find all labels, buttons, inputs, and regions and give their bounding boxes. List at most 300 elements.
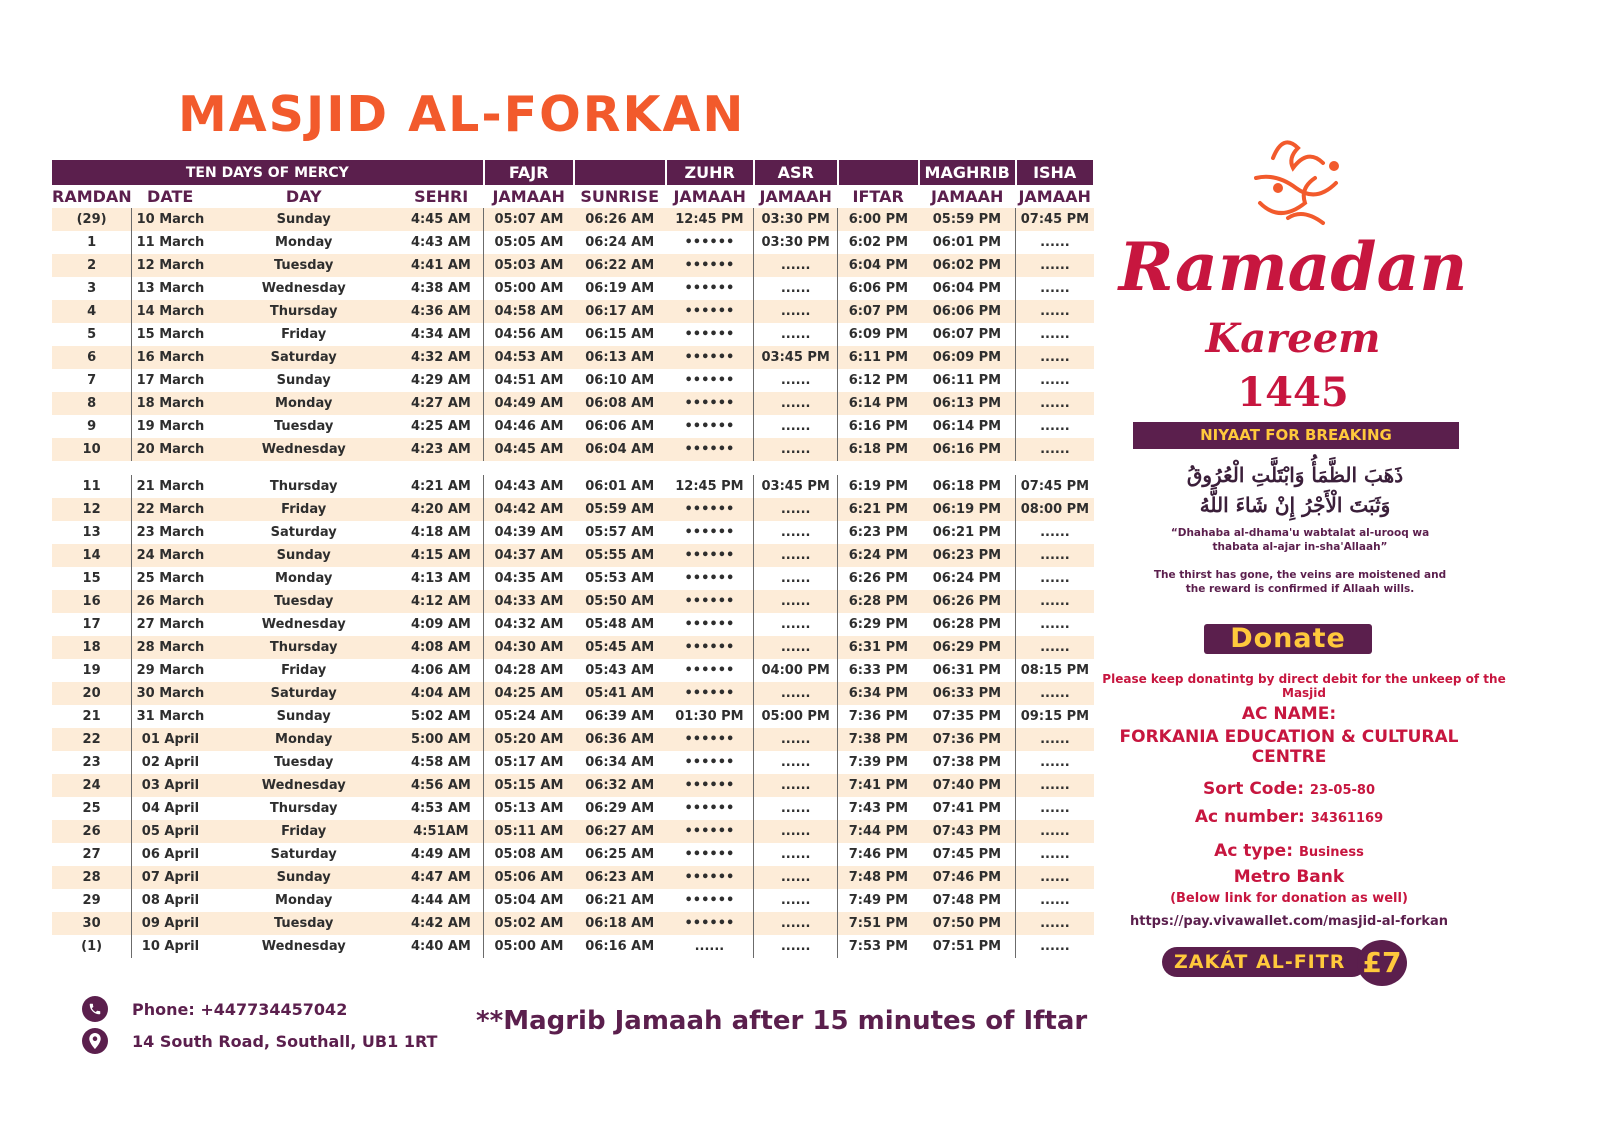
cell-zuhr-jamaah: •••••• — [666, 590, 754, 613]
cell-isha-jamaah: ...... — [1016, 613, 1094, 636]
cell-asr-jamaah: 05:00 PM — [754, 705, 838, 728]
cell-asr-jamaah: ...... — [754, 590, 838, 613]
cell-asr-jamaah: ...... — [754, 820, 838, 843]
phone-number[interactable]: Phone: +447734457042 — [132, 999, 348, 1019]
cell-sehri: 4:42 AM — [399, 912, 484, 935]
cell-day: Monday — [275, 893, 333, 908]
cell-iftar: 7:49 PM — [838, 889, 919, 912]
group-header — [838, 160, 919, 185]
cell-ramdan: 6 — [52, 346, 132, 369]
table-row — [52, 277, 1094, 300]
cell-date: 07 April — [132, 866, 209, 889]
cell-iftar: 6:00 PM — [838, 208, 919, 231]
column-header-isha-jamaah: JAMAAH — [1016, 185, 1094, 208]
cell-ramdan: 24 — [52, 774, 132, 797]
cell-asr-jamaah: ...... — [754, 636, 838, 659]
cell-isha-jamaah: ...... — [1016, 415, 1094, 438]
cell-sunrise: 05:43 AM — [585, 663, 655, 678]
cell-fajr-jamaah: 05:17 AM — [484, 751, 574, 774]
cell-day: Sunday — [209, 208, 399, 231]
cell-date: 08 April — [132, 889, 209, 912]
timetable-body — [52, 208, 1094, 958]
ramadan-kareem-logo — [1118, 118, 1468, 418]
cell-fajr-jamaah: 05:13 AM — [484, 797, 574, 820]
cell-ramdan: 1 — [87, 235, 97, 250]
column-header-date: DATE — [132, 185, 209, 208]
cell-iftar: 6:26 PM — [838, 567, 919, 590]
cell-zuhr-jamaah: •••••• — [666, 636, 754, 659]
cell-asr-jamaah: ...... — [754, 866, 838, 889]
cell-date: 10 April — [132, 935, 209, 958]
cell-maghrib-jamaah: 06:33 PM — [919, 682, 1016, 705]
cell-sehri: 4:36 AM — [399, 300, 484, 323]
cell-asr-jamaah: 03:45 PM — [754, 475, 838, 498]
cell-maghrib-jamaah: 05:59 PM — [919, 208, 1016, 231]
cell-maghrib-jamaah: 07:51 PM — [932, 939, 1002, 954]
cell-ramdan: 28 — [52, 866, 132, 889]
cell-asr-jamaah: ...... — [754, 521, 838, 544]
cell-fajr-jamaah: 05:20 AM — [484, 728, 574, 751]
cell-iftar: 7:53 PM — [838, 935, 919, 958]
group-header-row — [52, 160, 1094, 185]
cell-iftar: 6:31 PM — [838, 636, 919, 659]
cell-sunrise: 06:10 AM — [585, 373, 655, 388]
cell-iftar: 6:16 PM — [838, 415, 919, 438]
cell-sehri: 4:45 AM — [399, 208, 484, 231]
cell-zuhr-jamaah: •••••• — [666, 254, 754, 277]
cell-day: Friday — [209, 498, 399, 521]
cell-sunrise: 06:23 AM — [574, 866, 666, 889]
cell-isha-jamaah: 07:45 PM — [1016, 475, 1094, 498]
table-row — [52, 866, 1094, 889]
cell-sehri: 4:21 AM — [411, 479, 471, 494]
cell-sehri: 4:13 AM — [411, 571, 471, 586]
location-pin-icon — [82, 1028, 108, 1054]
cell-isha-jamaah: ...... — [1016, 797, 1094, 820]
cell-day: Thursday — [209, 300, 399, 323]
dua-arabic-line: ذَهَبَ الظَّمَأُ وَابْتَلَّتِ الْعُرُوقُ — [1186, 463, 1404, 487]
cell-ramdan: 23 — [82, 755, 101, 770]
table-row — [52, 912, 1094, 935]
cell-date: 05 April — [132, 820, 209, 843]
group-header: TEN DAYS OF MERCY — [52, 160, 484, 185]
cell-maghrib-jamaah: 06:16 PM — [919, 438, 1016, 461]
cell-asr-jamaah: ...... — [754, 392, 838, 415]
cell-iftar: 6:29 PM — [838, 613, 919, 636]
cell-sunrise: 06:01 AM — [585, 479, 655, 494]
cell-zuhr-jamaah: •••••• — [684, 419, 735, 434]
cell-maghrib-jamaah: 06:11 PM — [932, 373, 1002, 388]
cell-sunrise: 06:26 AM — [574, 208, 666, 231]
cell-maghrib-jamaah: 06:04 PM — [932, 281, 1002, 296]
cell-ramdan: 20 — [52, 682, 132, 705]
cell-sehri: 4:04 AM — [399, 682, 484, 705]
cell-iftar: 6:06 PM — [838, 277, 919, 300]
cell-day: Tuesday — [209, 254, 399, 277]
cell-iftar: 6:12 PM — [838, 369, 919, 392]
sort-code-label: Sort Code: — [1202, 779, 1304, 799]
cell-sunrise: 06:22 AM — [574, 254, 666, 277]
cell-ramdan: 5 — [87, 327, 97, 342]
cell-ramdan: 13 — [82, 525, 101, 540]
cell-isha-jamaah: ...... — [1016, 774, 1094, 797]
sort-code-row — [1084, 779, 1494, 799]
cell-fajr-jamaah: 04:53 AM — [484, 346, 574, 369]
table-row — [52, 659, 1094, 682]
cell-asr-jamaah: 04:00 PM — [754, 659, 838, 682]
cell-iftar: 7:39 PM — [838, 751, 919, 774]
cell-zuhr-jamaah: •••••• — [666, 346, 754, 369]
donate-button[interactable]: Donate — [1204, 624, 1372, 654]
phone-row — [82, 993, 437, 1025]
cell-maghrib-jamaah: 07:35 PM — [932, 709, 1002, 724]
table-row — [52, 438, 1094, 461]
cell-day: Tuesday — [209, 590, 399, 613]
cell-asr-jamaah: ...... — [754, 751, 838, 774]
cell-asr-jamaah: ...... — [754, 912, 838, 935]
cell-iftar: 6:09 PM — [838, 323, 919, 346]
cell-ramdan: 17 — [82, 617, 101, 632]
cell-fajr-jamaah: 05:04 AM — [484, 889, 574, 912]
cell-sehri: 4:40 AM — [411, 939, 471, 954]
cell-fajr-jamaah: 05:11 AM — [484, 820, 574, 843]
cell-ramdan: 11 — [82, 479, 101, 494]
cell-fajr-jamaah: 05:00 AM — [484, 935, 574, 958]
cell-sehri: 4:27 AM — [399, 392, 484, 415]
cell-iftar: 7:41 PM — [838, 774, 919, 797]
cell-maghrib-jamaah: 06:01 PM — [932, 235, 1002, 250]
bank-name: Metro Bank — [1233, 867, 1345, 887]
cell-isha-jamaah: ...... — [1016, 751, 1094, 774]
cell-isha-jamaah: 08:00 PM — [1016, 498, 1094, 521]
cell-sunrise: 06:04 AM — [574, 438, 666, 461]
cell-maghrib-jamaah: 07:46 PM — [919, 866, 1016, 889]
cell-ramdan: (29) — [52, 208, 132, 231]
cell-iftar: 6:23 PM — [838, 521, 919, 544]
cell-fajr-jamaah: 05:03 AM — [484, 254, 574, 277]
column-header-sehri: SEHRI — [399, 185, 484, 208]
cell-sehri: 4:41 AM — [399, 254, 484, 277]
donation-note: Please keep donatintg by direct debit for the unkeep of the Masjid — [1102, 672, 1506, 700]
ac-type-label: Ac type: — [1214, 841, 1294, 861]
cell-day: Monday — [209, 728, 399, 751]
cell-fajr-jamaah: 04:58 AM — [484, 300, 574, 323]
page-title: MASJID AL-FORKAN — [178, 86, 746, 143]
cell-date: 10 March — [132, 208, 209, 231]
cell-maghrib-jamaah: 06:24 PM — [932, 571, 1002, 586]
table-row — [52, 751, 1094, 774]
cell-zuhr-jamaah: •••••• — [684, 755, 735, 770]
ramadan-word: Ramadan — [1118, 228, 1468, 306]
address-row — [82, 1025, 437, 1057]
cell-isha-jamaah: ...... — [1016, 300, 1094, 323]
cell-iftar: 6:34 PM — [838, 682, 919, 705]
spacer-cell — [399, 461, 484, 475]
cell-zuhr-jamaah: •••••• — [684, 235, 735, 250]
cell-zuhr-jamaah: •••••• — [684, 893, 735, 908]
cell-sehri: 4:44 AM — [411, 893, 471, 908]
table-row — [52, 774, 1094, 797]
cell-date: 13 March — [132, 277, 209, 300]
table-row — [52, 590, 1094, 613]
cell-sehri: 4:29 AM — [411, 373, 471, 388]
ac-number: 34361169 — [1310, 811, 1384, 826]
spacer-cell — [1016, 461, 1094, 475]
zakat-label: ZAKÁT AL-FITR — [1162, 947, 1367, 977]
cell-sunrise: 06:24 AM — [585, 235, 655, 250]
cell-sunrise: 06:39 AM — [585, 709, 655, 724]
cell-date: 04 April — [132, 797, 209, 820]
cell-iftar: 6:18 PM — [838, 438, 919, 461]
cell-isha-jamaah: ...... — [1016, 567, 1094, 590]
cell-asr-jamaah: ...... — [754, 498, 838, 521]
cell-date: 21 March — [132, 475, 209, 498]
cell-date: 19 March — [132, 415, 209, 438]
maghrib-note: **Magrib Jamaah after 15 minutes of Iftar — [476, 1006, 1088, 1036]
table-row — [52, 475, 1094, 498]
cell-asr-jamaah: ...... — [754, 438, 838, 461]
cell-fajr-jamaah: 04:51 AM — [484, 369, 574, 392]
cell-maghrib-jamaah: 06:19 PM — [919, 498, 1016, 521]
cell-maghrib-jamaah: 07:43 PM — [919, 820, 1016, 843]
group-header: FAJR — [484, 160, 574, 185]
table-row — [52, 889, 1094, 912]
cell-maghrib-jamaah: 06:26 PM — [919, 590, 1016, 613]
cell-date: 15 March — [132, 323, 209, 346]
cell-date: 02 April — [132, 751, 209, 774]
cell-sunrise: 06:27 AM — [574, 820, 666, 843]
cell-zuhr-jamaah: •••••• — [666, 498, 754, 521]
cell-sehri: 4:56 AM — [399, 774, 484, 797]
table-row — [52, 231, 1094, 254]
cell-asr-jamaah: ...... — [754, 544, 838, 567]
cell-day: Thursday — [269, 801, 338, 816]
cell-iftar: 6:28 PM — [838, 590, 919, 613]
cell-zuhr-jamaah: •••••• — [684, 327, 735, 342]
cell-iftar: 6:33 PM — [838, 659, 919, 682]
cell-zuhr-jamaah: •••••• — [666, 300, 754, 323]
cell-sunrise: 06:32 AM — [574, 774, 666, 797]
cell-sunrise: 06:15 AM — [585, 327, 655, 342]
column-header-maghrib-jamaah: JAMAAH — [919, 185, 1016, 208]
contact-info — [82, 993, 437, 1057]
cell-asr-jamaah: ...... — [754, 323, 838, 346]
cell-asr-jamaah: ...... — [754, 889, 838, 912]
cell-zuhr-jamaah: •••••• — [666, 912, 754, 935]
cell-date: 18 March — [132, 392, 209, 415]
cell-sunrise: 06:19 AM — [585, 281, 655, 296]
cell-isha-jamaah: ...... — [1016, 912, 1094, 935]
cell-sehri: 4:12 AM — [399, 590, 484, 613]
cell-iftar: 7:48 PM — [838, 866, 919, 889]
spacer-cell — [838, 461, 919, 475]
cell-iftar: 7:51 PM — [838, 912, 919, 935]
cell-zuhr-jamaah: •••••• — [666, 774, 754, 797]
cell-fajr-jamaah: 05:24 AM — [484, 705, 574, 728]
cell-maghrib-jamaah: 07:45 PM — [932, 847, 1002, 862]
zakat-amount: £7 — [1357, 940, 1407, 986]
table-row — [52, 254, 1094, 277]
cell-day: Friday — [209, 820, 399, 843]
cell-asr-jamaah: ...... — [754, 935, 838, 958]
dua-transliteration: “Dhahaba al-dhama'u wabtalat al-urooq wa thabata al-ajar in-sha'Allaah” — [1170, 527, 1430, 553]
cell-asr-jamaah: ...... — [754, 369, 838, 392]
cell-ramdan: (1) — [81, 939, 103, 954]
ac-type: Business — [1298, 845, 1364, 860]
cell-sehri: 4:43 AM — [411, 235, 471, 250]
cell-ramdan: 8 — [52, 392, 132, 415]
cell-date: 28 March — [132, 636, 209, 659]
cell-isha-jamaah: ...... — [1016, 369, 1094, 392]
cell-sunrise: 06:21 AM — [585, 893, 655, 908]
cell-date: 06 April — [132, 843, 209, 866]
cell-zuhr-jamaah: 12:45 PM — [666, 208, 754, 231]
cell-sehri: 4:38 AM — [411, 281, 471, 296]
cell-sehri: 4:18 AM — [411, 525, 471, 540]
dua-translation: The thirst has gone, the veins are moistened and the reward is confirmed if Allaah wills. — [1153, 569, 1447, 595]
bank-details — [1084, 704, 1494, 929]
cell-maghrib-jamaah: 06:21 PM — [932, 525, 1002, 540]
cell-maghrib-jamaah: 07:38 PM — [932, 755, 1002, 770]
cell-asr-jamaah: ...... — [754, 774, 838, 797]
cell-maghrib-jamaah: 06:18 PM — [932, 479, 1002, 494]
cell-ramdan: 12 — [52, 498, 132, 521]
cell-isha-jamaah: 09:15 PM — [1016, 705, 1094, 728]
cell-date: 25 March — [132, 567, 209, 590]
cell-date: 12 March — [132, 254, 209, 277]
cell-sehri: 4:32 AM — [399, 346, 484, 369]
cell-fajr-jamaah: 04:25 AM — [484, 682, 574, 705]
group-header — [574, 160, 666, 185]
cell-sehri: 4:49 AM — [411, 847, 471, 862]
cell-fajr-jamaah: 04:35 AM — [484, 567, 574, 590]
cell-isha-jamaah: ...... — [1016, 728, 1094, 751]
cell-sunrise: 05:59 AM — [574, 498, 666, 521]
cell-isha-jamaah: ...... — [1016, 590, 1094, 613]
cell-ramdan: 22 — [52, 728, 132, 751]
cell-iftar: 6:24 PM — [838, 544, 919, 567]
cell-date: 20 March — [132, 438, 209, 461]
donation-link[interactable]: https://pay.vivawallet.com/masjid-al-forkan — [1129, 914, 1449, 929]
cell-iftar: 7:36 PM — [838, 705, 919, 728]
cell-isha-jamaah: ...... — [1016, 438, 1094, 461]
column-header-ramdan: RAMDAN — [52, 187, 132, 206]
cell-ramdan: 30 — [52, 912, 132, 935]
cell-day: Saturday — [209, 682, 399, 705]
cell-day: Monday — [275, 571, 333, 586]
cell-sunrise: 06:29 AM — [585, 801, 655, 816]
cell-ramdan: 26 — [52, 820, 132, 843]
spacer-cell — [484, 461, 574, 475]
cell-fajr-jamaah: 04:33 AM — [484, 590, 574, 613]
cell-zuhr-jamaah: •••••• — [666, 866, 754, 889]
hijri-year: 1445 — [1237, 369, 1349, 416]
table-row — [52, 300, 1094, 323]
cell-maghrib-jamaah: 06:07 PM — [932, 327, 1002, 342]
dua-arabic-line: وَثَبَتَ الْأَجْرُ إِنْ شَاءَ اللَّهُ — [1199, 493, 1391, 517]
cell-date: 09 April — [132, 912, 209, 935]
address: 14 South Road, Southall, UB1 1RT — [132, 1031, 438, 1051]
cell-day: Wednesday — [261, 617, 346, 632]
cell-fajr-jamaah: 05:00 AM — [484, 277, 574, 300]
column-header-iftar: IFTAR — [838, 185, 919, 208]
cell-sunrise: 06:18 AM — [574, 912, 666, 935]
cell-ramdan: 4 — [52, 300, 132, 323]
cell-sehri: 4:06 AM — [411, 663, 471, 678]
cell-sunrise: 06:08 AM — [574, 392, 666, 415]
cell-iftar: 7:44 PM — [838, 820, 919, 843]
spacer-cell — [52, 461, 132, 475]
ac-name: FORKANIA EDUCATION & CULTURAL CENTRE — [1119, 727, 1459, 767]
cell-date: 17 March — [132, 369, 209, 392]
cell-iftar: 6:14 PM — [838, 392, 919, 415]
phone-icon — [82, 996, 108, 1022]
cell-day: Thursday — [269, 479, 338, 494]
table-row — [52, 208, 1094, 231]
cell-day: Tuesday — [209, 912, 399, 935]
cell-zuhr-jamaah: •••••• — [684, 617, 735, 632]
cell-iftar: 6:07 PM — [838, 300, 919, 323]
table-row — [52, 843, 1094, 866]
cell-date: 31 March — [132, 705, 209, 728]
kareem-word: Kareem — [1205, 315, 1381, 362]
cell-isha-jamaah: ...... — [1016, 935, 1094, 958]
cell-asr-jamaah: ...... — [754, 797, 838, 820]
cell-sunrise: 06:36 AM — [574, 728, 666, 751]
cell-fajr-jamaah: 04:43 AM — [484, 475, 574, 498]
cell-fajr-jamaah: 04:46 AM — [484, 415, 574, 438]
cell-isha-jamaah: ...... — [1016, 636, 1094, 659]
cell-sunrise: 06:06 AM — [585, 419, 655, 434]
cell-asr-jamaah: 03:45 PM — [754, 346, 838, 369]
cell-fajr-jamaah: 05:08 AM — [484, 843, 574, 866]
cell-maghrib-jamaah: 06:29 PM — [919, 636, 1016, 659]
table-row — [52, 797, 1094, 820]
cell-maghrib-jamaah: 07:36 PM — [919, 728, 1016, 751]
cell-day: Friday — [281, 327, 327, 342]
table-row — [52, 369, 1094, 392]
cell-iftar: 6:11 PM — [838, 346, 919, 369]
column-header-asr-jamaah: JAMAAH — [754, 185, 838, 208]
cell-day: Wednesday — [261, 281, 346, 296]
table-row — [52, 392, 1094, 415]
cell-day: Friday — [281, 663, 327, 678]
cell-fajr-jamaah: 04:39 AM — [484, 521, 574, 544]
link-note: (Below link for donation as well) — [1170, 891, 1408, 906]
cell-day: Sunday — [209, 544, 399, 567]
cell-date: 01 April — [132, 728, 209, 751]
cell-date: 29 March — [132, 659, 209, 682]
cell-sunrise: 05:41 AM — [574, 682, 666, 705]
cell-day: Saturday — [270, 525, 337, 540]
column-header-row — [52, 185, 1094, 208]
cell-day: Tuesday — [273, 419, 334, 434]
cell-isha-jamaah: ...... — [1016, 323, 1094, 346]
group-header: ASR — [754, 160, 838, 185]
table-row — [52, 613, 1094, 636]
ac-number-label: Ac number: — [1194, 807, 1305, 827]
cell-asr-jamaah: ...... — [754, 415, 838, 438]
cell-sunrise: 05:50 AM — [574, 590, 666, 613]
cell-isha-jamaah: ...... — [1016, 820, 1094, 843]
table-row — [52, 935, 1094, 958]
cell-isha-jamaah: ...... — [1016, 544, 1094, 567]
cell-isha-jamaah: ...... — [1016, 843, 1094, 866]
zakat-badge — [1162, 940, 1408, 986]
cell-fajr-jamaah: 04:30 AM — [484, 636, 574, 659]
cell-fajr-jamaah: 05:07 AM — [484, 208, 574, 231]
cell-sehri: 4:25 AM — [411, 419, 471, 434]
